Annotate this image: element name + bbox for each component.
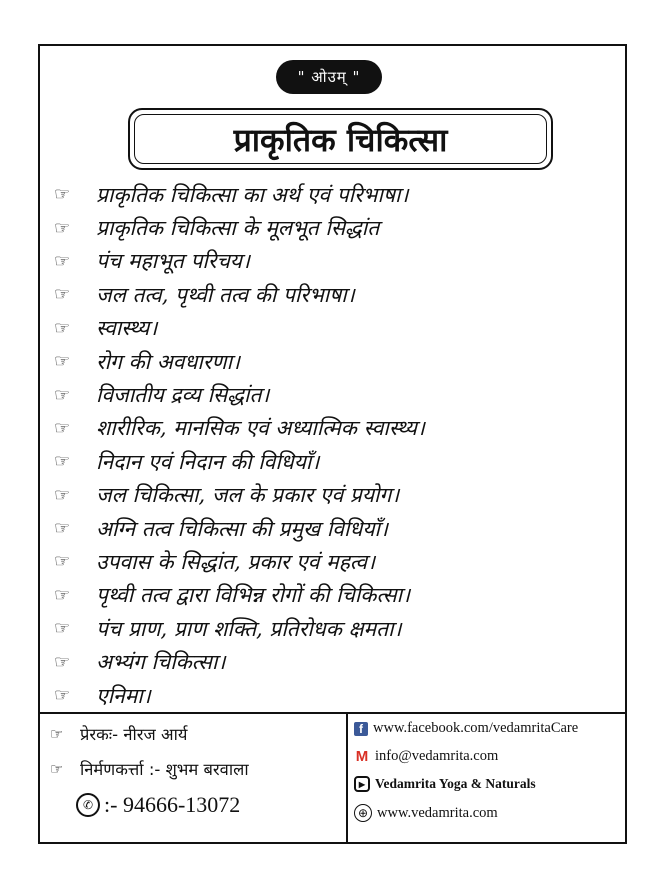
list-item: ☞ शारीरिक, मानसिक एवं अध्यात्मिक स्वास्थ्य। — [54, 416, 425, 441]
pointing-hand-icon: ☞ — [54, 551, 71, 573]
pointing-hand-icon: ☞ — [50, 724, 64, 743]
pointing-hand-icon: ☞ — [50, 759, 64, 778]
om-badge: " ओउम् " — [276, 60, 382, 94]
pointing-hand-icon: ☞ — [54, 618, 71, 640]
credit-nirmankarta: ☞ निर्मणकर्त्ता :- शुभम बरवाला — [50, 759, 249, 779]
pointing-hand-icon: ☞ — [54, 685, 71, 707]
gmail-icon: M — [355, 748, 369, 765]
list-item: ☞ रोग की अवधारणा। — [54, 349, 241, 374]
pointing-hand-icon: ☞ — [54, 284, 71, 306]
list-item: ☞ अग्नि तत्व चिकित्सा की प्रमुख विधियाँ। — [54, 516, 388, 541]
footer-column-divider — [346, 712, 348, 844]
pointing-hand-icon: ☞ — [54, 250, 71, 272]
list-item: ☞ पृथ्वी तत्व द्वारा विभिन्न रोगों की चिकित्सा। — [54, 583, 411, 608]
pointing-hand-icon: ☞ — [54, 384, 71, 406]
pointing-hand-icon: ☞ — [54, 651, 71, 673]
website-link[interactable]: ⊕ www.vedamrita.com — [354, 804, 498, 822]
list-item: ☞ एनिमा। — [54, 683, 151, 708]
credit-prerak: ☞ प्रेरकः- नीरज आर्य — [50, 724, 188, 744]
facebook-icon: f — [354, 722, 368, 736]
list-item: ☞ विजातीय द्रव्य सिद्धांत। — [54, 383, 270, 408]
whatsapp-icon: ✆ — [76, 793, 100, 817]
list-item: ☞ पंच प्राण, प्राण शक्ति, प्रतिरोधक क्षमता। — [54, 616, 402, 641]
pointing-hand-icon: ☞ — [54, 484, 71, 506]
list-item: ☞ प्राकृतिक चिकित्सा के मूलभूत सिद्धांत — [54, 216, 380, 241]
pointing-hand-icon: ☞ — [54, 417, 71, 439]
youtube-link[interactable]: ▶ Vedamrita Yoga & Naturals — [354, 776, 536, 792]
phone-number[interactable]: ✆ :- 94666-13072 — [76, 792, 240, 818]
list-item: ☞ उपवास के सिद्धांत, प्रकार एवं महत्व। — [54, 549, 376, 574]
list-item: ☞ निदान एवं निदान की विधियाँ। — [54, 449, 320, 474]
email-link[interactable]: M info@vedamrita.com — [355, 748, 499, 765]
footer-divider — [38, 712, 627, 714]
pointing-hand-icon: ☞ — [54, 317, 71, 339]
list-item: ☞ अभ्यंग चिकित्सा। — [54, 650, 226, 675]
pointing-hand-icon: ☞ — [54, 451, 71, 473]
pointing-hand-icon: ☞ — [54, 351, 71, 373]
list-item: ☞ स्वास्थ्य। — [54, 316, 158, 341]
list-item: ☞ जल तत्व, पृथ्वी तत्व की परिभाषा। — [54, 282, 355, 307]
pointing-hand-icon: ☞ — [54, 217, 71, 239]
list-item: ☞ पंच महाभूत परिचय। — [54, 249, 250, 274]
topic-list — [54, 178, 614, 712]
globe-icon: ⊕ — [354, 804, 372, 822]
pointing-hand-icon: ☞ — [54, 584, 71, 606]
facebook-link[interactable]: f www.facebook.com/vedamritaCare — [354, 720, 578, 737]
list-item: ☞ प्राकृतिक चिकित्सा का अर्थ एवं परिभाषा। — [54, 182, 409, 207]
title-box — [128, 108, 553, 170]
pointing-hand-icon: ☞ — [54, 518, 71, 540]
list-item: ☞ जल चिकित्सा, जल के प्रकार एवं प्रयोग। — [54, 483, 400, 508]
page-title: प्राकृतिक चिकित्सा — [134, 114, 547, 164]
pointing-hand-icon: ☞ — [54, 184, 71, 206]
youtube-icon: ▶ — [354, 776, 370, 792]
